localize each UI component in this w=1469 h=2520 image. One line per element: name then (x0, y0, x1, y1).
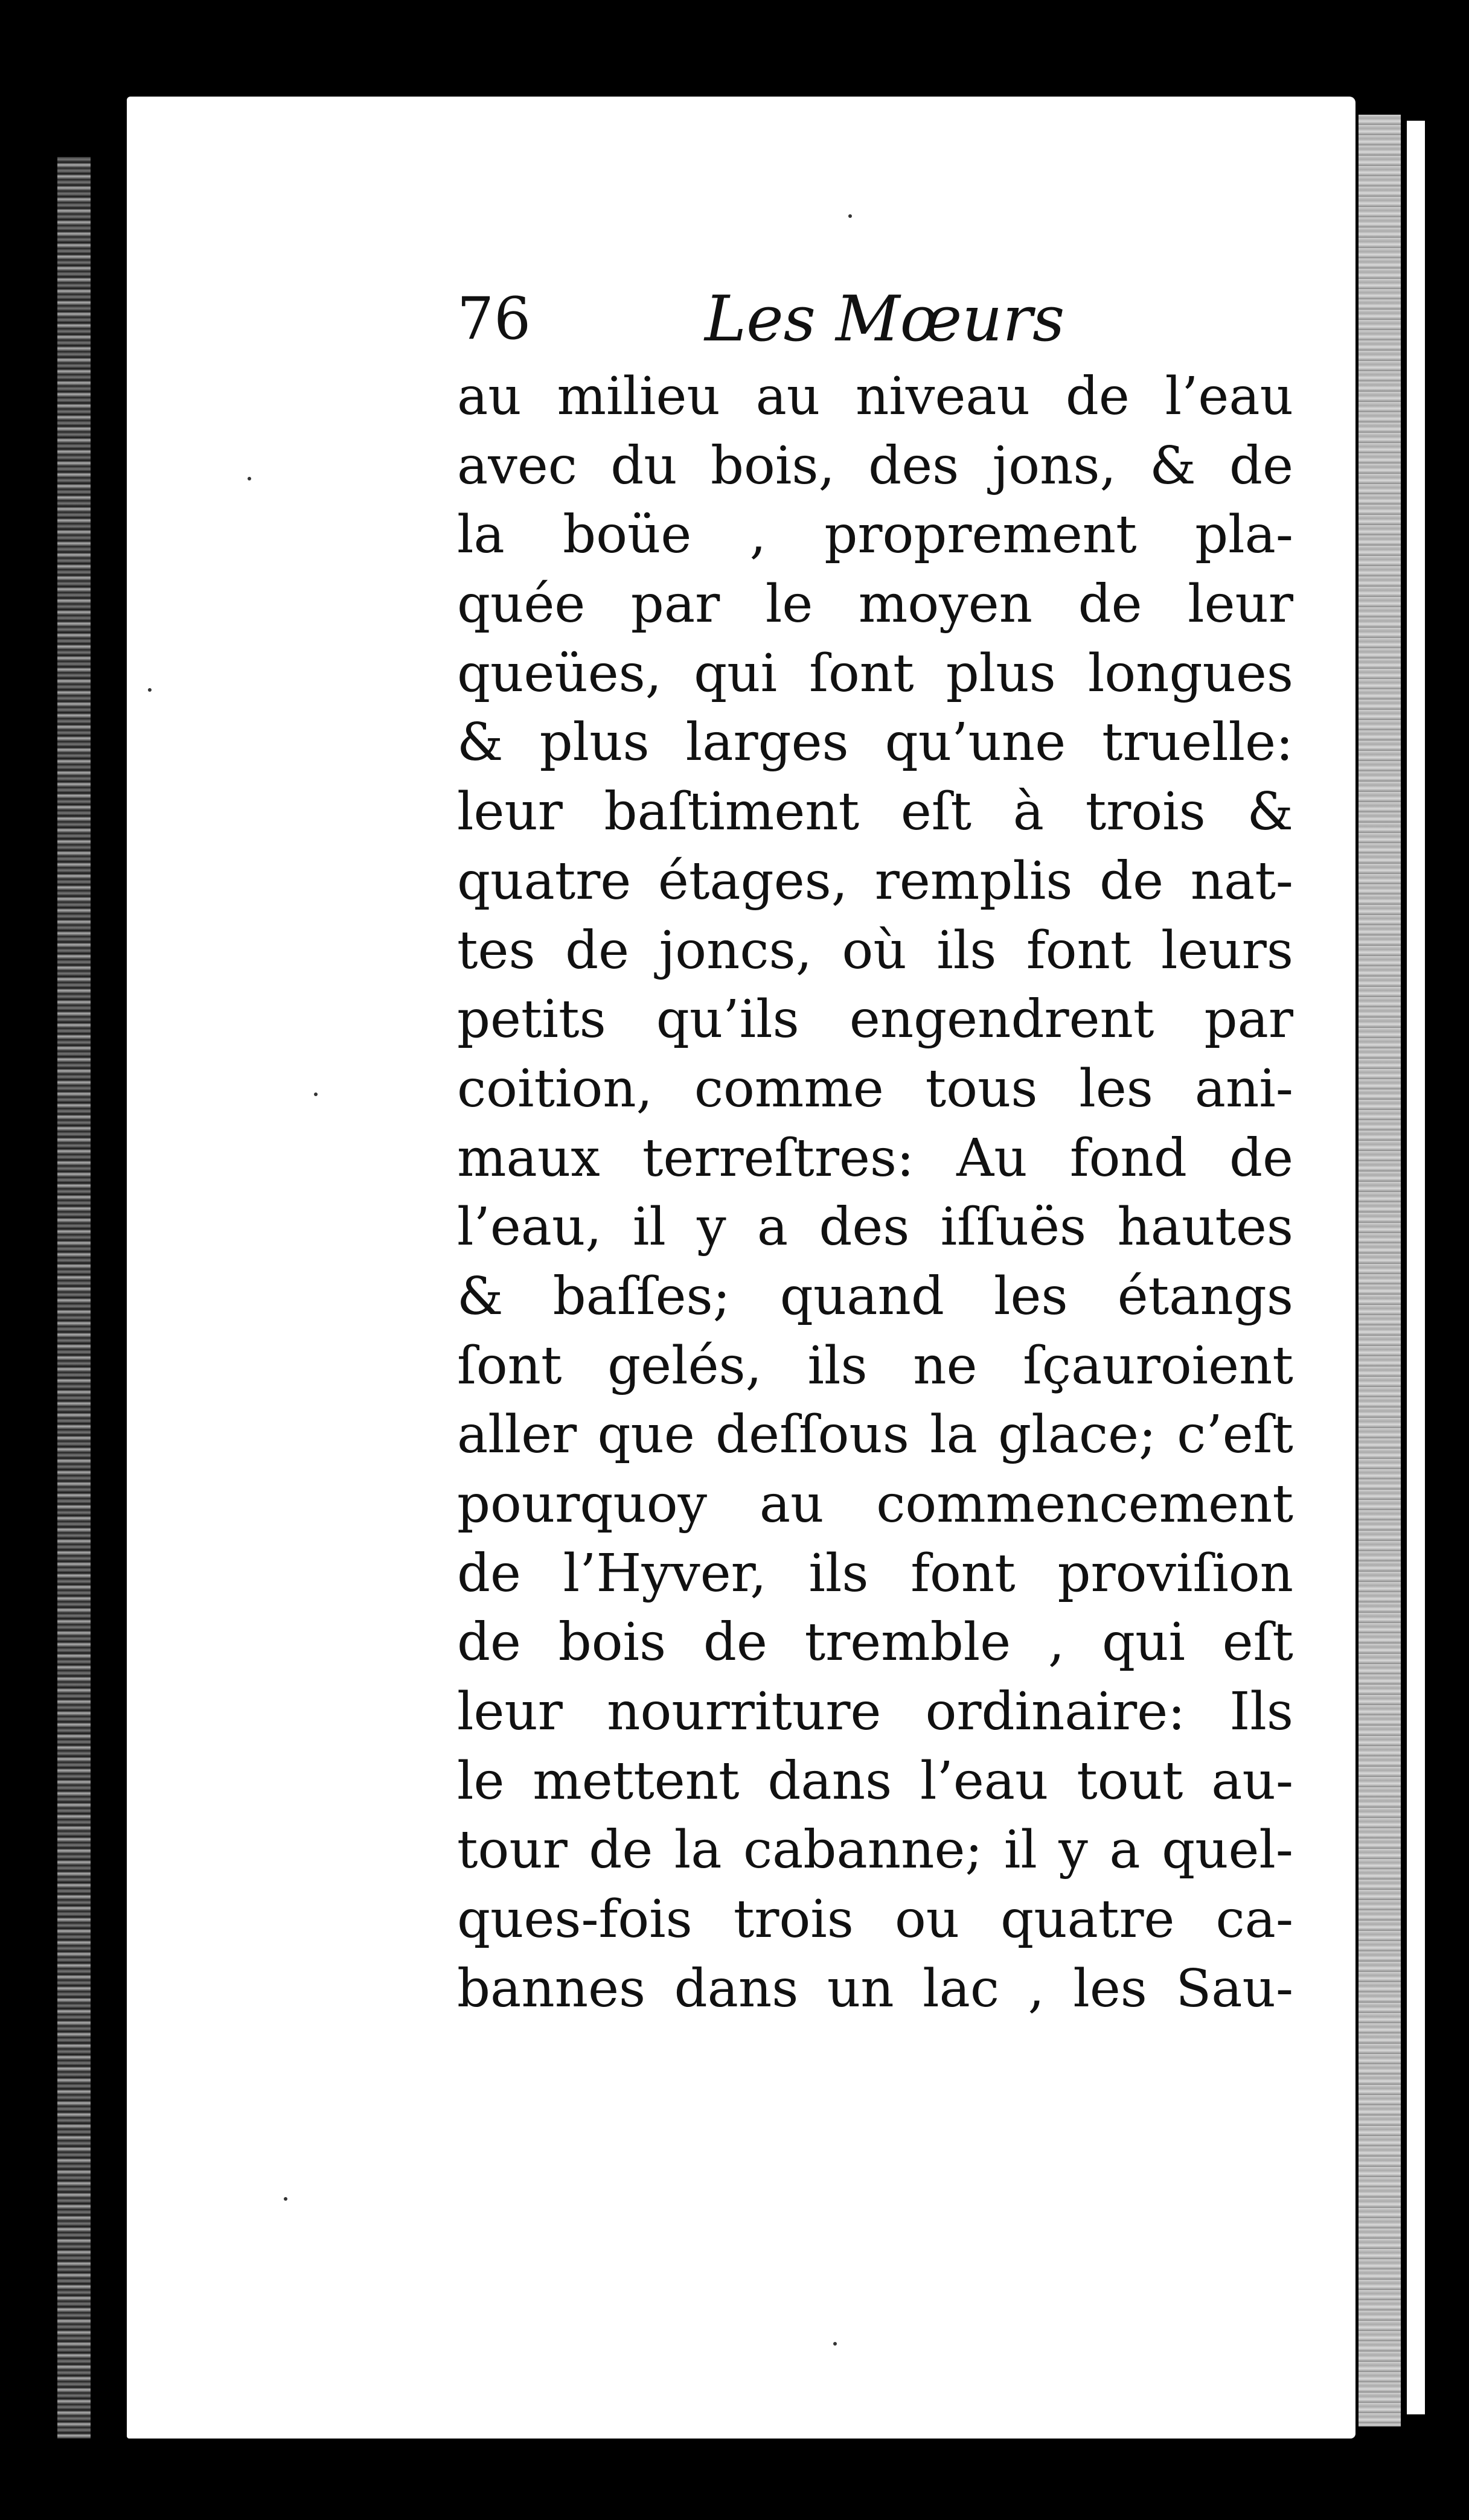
text-line: & baſſes; quand les étangs (457, 1266, 1293, 1327)
text-line: la boüe , proprement pla- (457, 505, 1293, 566)
text-line: leur baſtiment eſt à trois & (457, 782, 1293, 843)
text-line: le mettent dans l’eau tout au- (457, 1750, 1293, 1811)
book-spine-edge (57, 157, 91, 2439)
running-head: Les Mœurs (705, 282, 1065, 356)
text-line: bannes dans un lac , les Sau- (457, 1958, 1293, 2019)
page-stack-edge-light (1407, 121, 1425, 2414)
page-number: 76 (457, 285, 531, 352)
text-line: & plus larges qu’une truelle: (457, 712, 1293, 773)
text-line: quatre étages, remplis de nat- (457, 850, 1293, 911)
text-line: avec du bois, des jons, & de (457, 435, 1293, 496)
text-line: de l’Hyver, ils font proviſion (457, 1543, 1293, 1604)
text-line: pourquoy au commencement (457, 1474, 1293, 1534)
text-line: queües, qui ſont plus longues (457, 643, 1293, 704)
text-line: tour de la cabanne; il y a quel- (457, 1820, 1293, 1881)
text-line: petits qu’ils engendrent par (457, 989, 1293, 1050)
ink-speck (248, 477, 251, 480)
text-line: au milieu au niveau de l’eau (457, 366, 1293, 427)
text-line: maux terreſtres: Au fond de (457, 1128, 1293, 1188)
text-line: aller que deſſous la glace; c’eſt (457, 1405, 1293, 1466)
text-line: coition, comme tous les ani- (457, 1058, 1293, 1119)
ink-speck (148, 688, 152, 692)
text-line: leur nourriture ordinaire: Ils (457, 1682, 1293, 1743)
text-line: de bois de tremble , qui eſt (457, 1612, 1293, 1673)
text-line: ſont gelés, ils ne ſçauroient (457, 1335, 1293, 1396)
ink-speck (284, 2197, 287, 2201)
text-line: tes de joncs, où ils font leurs (457, 920, 1293, 981)
text-line: l’eau, il y a des iſſuës hautes (457, 1197, 1293, 1258)
ink-speck (833, 2342, 837, 2346)
text-line: ques-fois trois ou quatre ca- (457, 1889, 1293, 1950)
body-text (457, 362, 1293, 2024)
page-stack-edge (1359, 115, 1401, 2426)
ink-speck (314, 1093, 318, 1096)
page-header (457, 276, 1121, 361)
text-line: quée par le moyen de leur (457, 574, 1293, 635)
ink-speck (848, 214, 852, 218)
